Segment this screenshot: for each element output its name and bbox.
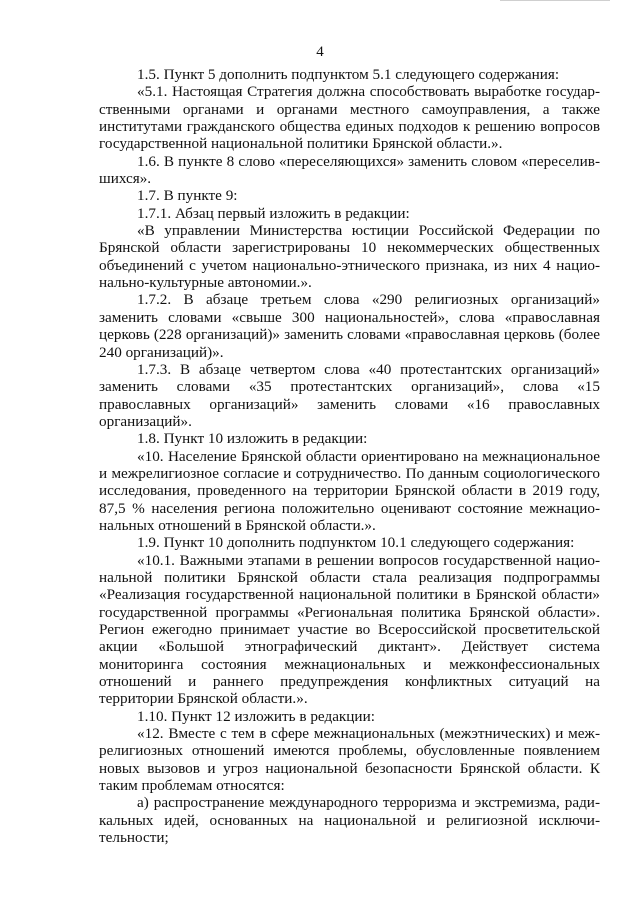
document-body <box>99 66 600 846</box>
paragraph-12-text: «12. Вместе с тем в сфере межнациональных (межэтнических) и межрелигиозных отношений имеются проблемы, обусловленные появлением новых вызовов и угроз национальной безопасности Брянской области. К таким проблемам относятся: <box>99 725 600 795</box>
paragraph-1-7-2: 1.7.2. В абзаце третьем слова «290 религиозных организаций» заменить словами «свыше 300 национальностей», слова «православная церковь (228 организаций)» заменить словами «православная церковь (более 240 организаций)». <box>99 291 600 361</box>
paragraph-1-5: 1.5. Пункт 5 дополнить подпунктом 5.1 следующего содержания: <box>137 66 560 83</box>
paragraph-item-a: а) распространение международного терроризма и экстремизма, радикальных идей, основанных на национальной и религиозной исключительности; <box>99 794 600 847</box>
page-number: 4 <box>316 44 324 60</box>
paragraph-1-7-1: 1.7.1. Абзац первый изложить в редакции: <box>137 204 410 222</box>
paragraph-1-6: 1.6. В пункте 8 слово «переселяющихся» заменить словом «переселившихся». <box>99 152 600 188</box>
paragraph-ministry-text: «В управлении Министерства юстиции Российской Федерации по Брянской области зарегистрированы 10 некоммерческих общественных объединений с учетом национально-этнического признака, из них 4 национально-культурные автономии.». <box>99 222 600 292</box>
paragraph-1-7: 1.7. В пункте 9: <box>137 187 238 205</box>
paragraph-1-8: 1.8. Пункт 10 изложить в редакции: <box>137 430 368 448</box>
paragraph-1-9: 1.9. Пункт 10 дополнить подпунктом 10.1 следующего содержания: <box>137 534 575 552</box>
paragraph-10-1-text: «10.1. Важными этапами в решении вопросов государственной национальной политики Брянской области стала реализация подпрограммы «Реализация государственной национальной политики в Брянской области» государственной программы «Региональная политика Брянской области». Регион ежегодно принимает участие во Всероссийской просветительской акции «Большой этнографический диктант». Действует система мониторинга состояния межнациональных и межконфессиональных отношений и раннего предупреждения конфликтных ситуаций на территории Брянской области.». <box>99 551 600 708</box>
paragraph-10-text: «10. Население Брянской области ориентировано на межнациональное и межрелигиозное согласие и сотрудничество. По данным социологического исследования, проведенного на территории Брянской области в 2019 году, 87,5 % населения региона положительно оценивают состояние межнациональных отношений в Брянской области.». <box>99 447 600 534</box>
scan-edge-mark <box>500 0 610 4</box>
paragraph-5-1-text: «5.1. Настоящая Стратегия должна способствовать выработке государственными органами и органами местного самоуправления, а также институтами гражданского общества единых подходов к решению вопросов государственной национальной политики Брянской области.». <box>99 83 600 153</box>
paragraph-1-7-3: 1.7.3. В абзаце четвертом слова «40 протестантских организаций» заменить словами «35 протестантских организаций», слова «15 православных организаций» заменить словами «16 православных организаций». <box>99 360 600 430</box>
paragraph-1-10: 1.10. Пункт 12 изложить в редакции: <box>137 707 375 725</box>
